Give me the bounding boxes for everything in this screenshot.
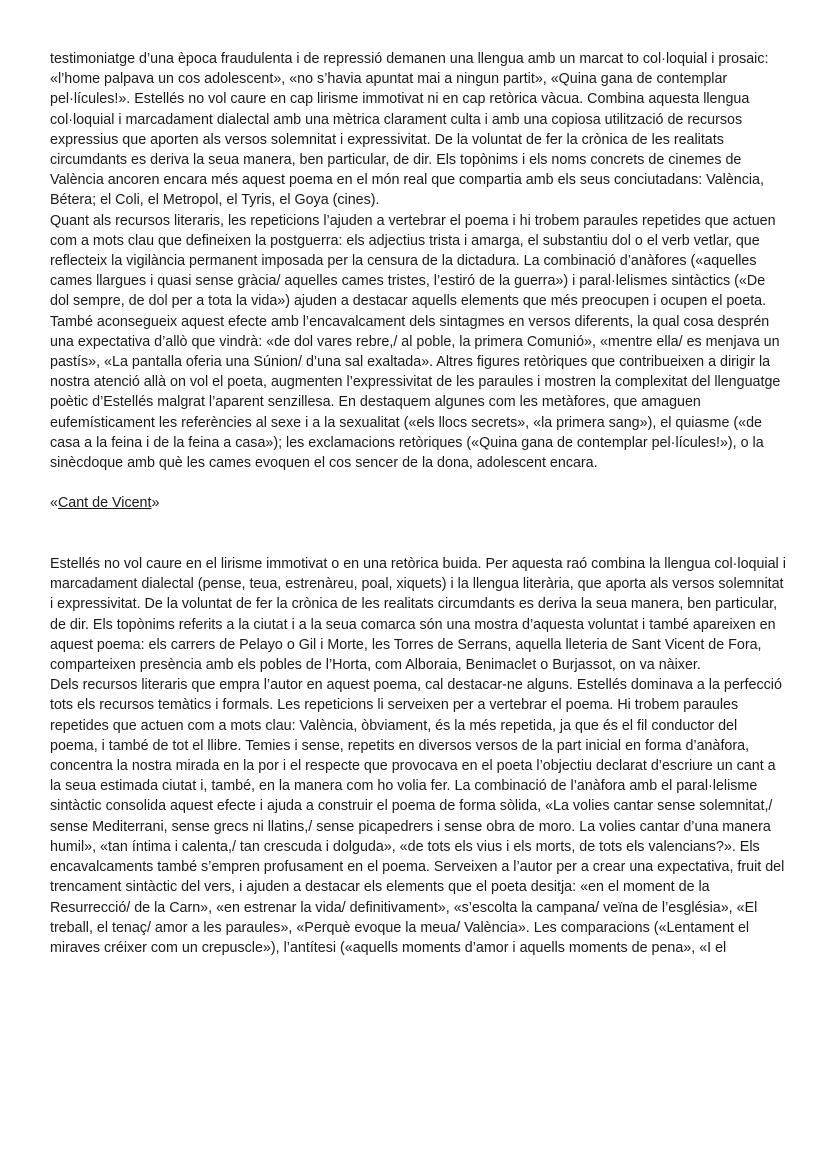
heading-close-quote: » — [151, 495, 160, 512]
paragraph: Quant als recursos literaris, les repeticions l’ajuden a vertebrar el poema i hi trobem paraules repetides que actuen com a mots clau que defineixen la postguerra: els adjectius trista i amarga, el substantiu dol o el verb vetlar, que reflecteix la vigilància permanent imposada per la censura de la dictadura. La combinació d’anàfores («aquelles cames llargues i quasi sense gràcia/ aquelles cames tristes, l’estiró de la guerra») i paral·lelismes sintàctics («De dol sempre, de dol per a tota la vida») ajuden a destacar aquells elements que més preocupen i ocupen el poeta. També aconsegueix aquest efecte amb l’encavalcament dels sintagmes en versos diferents, la qual cosa desprén una expectativa d’allò que vindrà: «de dol vares rebre,/ al poble, la primera Comunió», «mentre ella/ es menjava un pastís», «La pantalla oferia una Súnion/ d’una sal exaltada». Altres figures retòriques que contribueixen a dirigir la nostra atenció allà on vol el poeta, augmenten l’expressivitat de les paraules i mostren la complexitat del llenguatge poètic d’Estellés malgrat l’aparent senzillesa. En destaquem algunes com les metàfores, que amaguen eufemísticament les referències al sexe i a la sexualitat («els llocs secrets», «la primera sang»), el quiasme («de casa a la feina i de la feina a casa»); les exclamacions retòriques («Quina gana de contemplar pel·lícules!»), o la sinècdoque amb què les cames evoquen el cos sencer de la dona, adolescent encara. — [50, 212, 781, 472]
heading-open-quote: « — [50, 495, 58, 512]
paragraph: Dels recursos literaris que empra l’autor en aquest poema, cal destacar-ne alguns. Estellés dominava a la perfecció tots els recursos temàtics i formals. Les repeticions li serveixen per a vertebrar el poema. Hi trobem paraules repetides que actuen com a mots clau: València, òbviament, és la més repetida, ja que és el fil conductor del poema, i també de tot el llibre. Temies i sense, repetits en diversos versos de la part inicial en forma d’anàfora, concentra la nostra mirada en la por i el respecte que provocava en el poeta l’objectiu declarat d’escriure un cant a la seua estimada ciutat i, també, en la manera com ho volia fer. La combinació de l’anàfora amb el paral·lelisme sintàctic consolida aquest efecte i ajuda a construir el poema de forma sòlida, «La volies cantar sense solemnitat,/ sense Mediterrani, sense grecs ni llatins,/ sense picapedrers i sense obra de moro. La volies cantar d’una manera humil», «tan íntima i calenta,/ tan crescuda i dolguda», «de tots els vius i els morts, de tots els valencians?». Els encavalcaments també s’empren profusament en el poema. Serveixen a l’autor per a crear una expectativa, fruit del trencament sintàctic del vers, i ajuden a destacar els elements que el poeta desitja: «en el moment de la Resurrecció/ de la Carn», «en estrenar la vida/ definitivament», «s’escolta la campana/ veïna de l’església», «El treball, el tenaç/ amor a les paraules», «Perquè evoque la meua/ València». Les comparacions («Lentament el miraves créixer com un crepuscle»), l’antítesi («aquells moments d’amor i aquells moments de pena», «I el — [50, 677, 785, 956]
paragraph: testimoniatge d’una època fraudulenta i de repressió demanen una llengua amb un marcat to col·loquial i prosaic: «l’home palpava un cos adolescent», «no s’havia apuntat mai a ningun partit», «Quina gana de contemplar pel·lícules!». Estellés no vol caure en cap lirisme immotivat ni en cap retòrica vàcua. Combina aquesta llengua col·loquial i marcadament dialectal amb una mètrica clarament culta i amb una copiosa utilització de recursos expressius que aporten als versos solemnitat i expressivitat. De la voluntat de fer la crònica de les realitats circumdants es deriva la seua manera, ben particular, de dir. Els topònims i els noms concrets de cinemes de València ancoren encara més aquest poema en el món real que compartia amb els seus conciutadans: València, Bétera; el Coli, el Metropol, el Tyris, el Goya (cines). — [50, 51, 769, 209]
paragraph: Estellés no vol caure en el lirisme immotivat o en una retòrica buida. Per aquesta raó combina la llengua col·loquial i marcadament dialectal (pense, teua, estrenàreu, poal, xiquets) i la llengua literària, que aporta als versos solemnitat i expressivitat. De la voluntat de fer la crònica de les realitats circumdants es deriva la seua manera, ben particular, de dir. Els topònims referits a la ciutat i a la seua comarca són una mostra d’aquesta voluntat i també apareixen en aquest poema: els carrers de Pelayo o Gil i Morte, les Torres de Serrans, aquella lleteria de Sant Vicent de Fora, comparteixen presència amb els pobles de l’Horta, com Alboraia, Benimaclet o Burjassot, on va nàixer. — [50, 556, 786, 674]
document-page — [50, 49, 788, 958]
heading-title-link[interactable]: Cant de Vicent — [57, 495, 152, 512]
section-heading — [50, 493, 788, 513]
spacer — [50, 514, 788, 554]
spacer — [50, 473, 788, 493]
